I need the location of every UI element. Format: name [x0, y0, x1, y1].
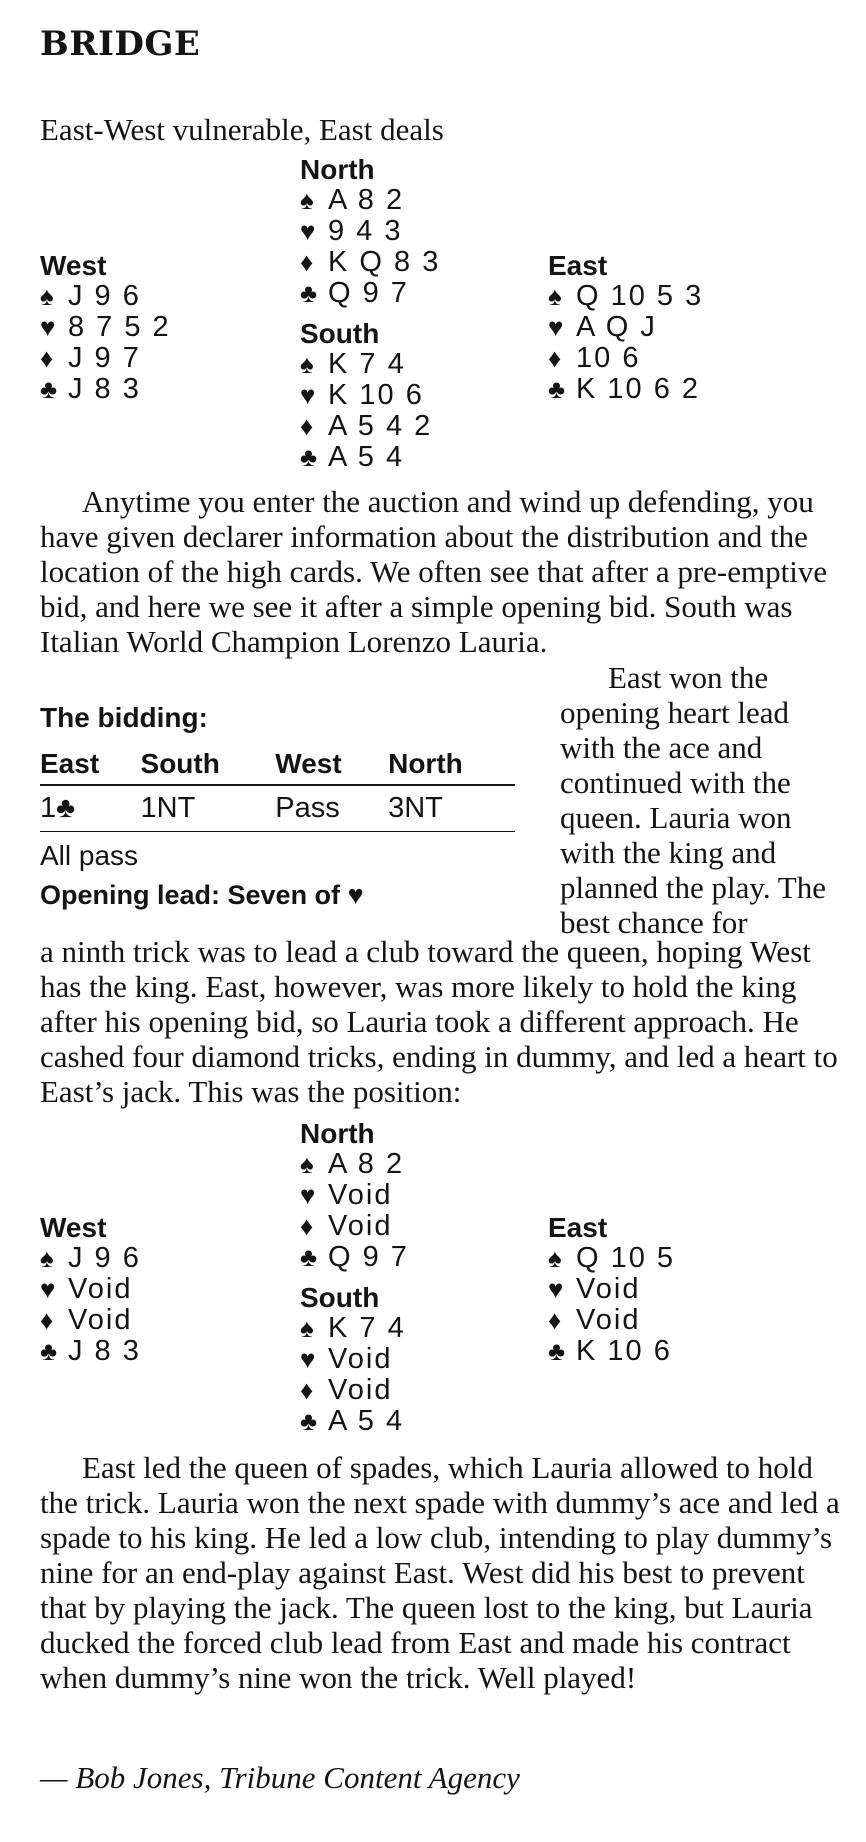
bid-east: 1♣ [40, 785, 141, 832]
hand-name: North [300, 1118, 375, 1149]
spade-icon: ♠ [40, 281, 56, 311]
clubs-holding: Q 9 7 [328, 1241, 409, 1273]
article-paragraph-2-side [560, 660, 850, 940]
bidding-header-west: West [275, 744, 388, 785]
vulnerability-line: East-West vulnerable, East deals [40, 112, 444, 147]
spades-holding: Q 10 5 [576, 1242, 676, 1274]
hand-name: West [40, 1212, 107, 1243]
heart-icon: ♥ [300, 216, 318, 246]
bidding-label: The bidding: [40, 702, 208, 733]
spades-holding: K 7 4 [328, 1312, 406, 1344]
club-icon: ♣ [300, 278, 320, 308]
hearts-holding: Void [576, 1273, 641, 1305]
heart-icon: ♥ [347, 880, 364, 910]
diamond-icon: ♦ [40, 343, 56, 373]
hand-name: West [40, 250, 107, 281]
heart-icon: ♥ [40, 1274, 58, 1304]
diamond-icon: ♦ [300, 1211, 316, 1241]
hand-name: East [548, 250, 608, 281]
hand-name: North [300, 154, 375, 185]
club-icon: ♣ [548, 1336, 568, 1366]
paragraph-text: a ninth trick was to lead a club toward the queen, hoping West has the king. East, however, was more likely to hold the king after his opening bid, so Lauria took a different approach. He cashed four diamond tricks, ending in dummy, and led a heart to East’s jack. This was the position: [40, 934, 838, 1109]
clubs-holding: K 10 6 [576, 1335, 672, 1367]
diamond-icon: ♦ [40, 1305, 56, 1335]
spade-icon: ♠ [300, 349, 316, 379]
spade-icon: ♠ [300, 185, 316, 215]
hearts-holding: A Q J [576, 311, 657, 343]
spades-holding: J 9 6 [68, 280, 141, 312]
hearts-holding: Void [328, 1179, 393, 1211]
article-paragraph-2-full [40, 934, 840, 1109]
bidding-header-north: North [388, 744, 515, 785]
club-icon: ♣ [300, 1406, 320, 1436]
heart-icon: ♥ [548, 312, 566, 342]
deal1-east-hand [548, 250, 703, 405]
deal2-south-hand [300, 1282, 406, 1437]
spades-holding: A 8 2 [328, 1148, 405, 1180]
hearts-holding: 9 4 3 [328, 215, 403, 247]
heart-icon: ♥ [300, 1180, 318, 1210]
spade-icon: ♠ [300, 1149, 316, 1179]
heart-icon: ♥ [300, 1344, 318, 1374]
hearts-holding: Void [68, 1273, 133, 1305]
hearts-holding: K 10 6 [328, 379, 424, 411]
page-title: BRIDGE [40, 24, 201, 64]
diamonds-holding: Void [576, 1304, 641, 1336]
heart-icon: ♥ [548, 1274, 566, 1304]
bid-west: Pass [275, 785, 388, 832]
spades-holding: J 9 6 [68, 1242, 141, 1274]
heart-icon: ♥ [300, 380, 318, 410]
club-icon: ♣ [548, 374, 568, 404]
bid-south: 1NT [141, 785, 276, 832]
opening-lead: Opening lead: Seven of ♥ [40, 880, 364, 910]
diamond-icon: ♦ [300, 411, 316, 441]
club-icon: ♣ [56, 792, 76, 824]
spade-icon: ♠ [40, 1243, 56, 1273]
bidding-header-east: East [40, 744, 141, 785]
diamonds-holding: 10 6 [576, 342, 641, 374]
clubs-holding: J 8 3 [68, 1335, 141, 1367]
bidding-header-south: South [141, 744, 276, 785]
diamonds-holding: K Q 8 3 [328, 246, 441, 278]
paragraph-text: East won the opening heart lead with the ace and continued with the queen. Lauria won with the king and planned the play. The best chance for [560, 660, 826, 940]
club-icon: ♣ [300, 1242, 320, 1272]
paragraph-text: East led the queen of spades, which Lauria allowed to hold the trick. Lauria won the next spade with dummy’s ace and led a spade to his king. He led a low club, intending to play dummy’s nine for an end-play against East. West did his best to prevent that by playing the jack. The queen lost to the king, but Lauria ducked the forced club lead from East and made his contract when dummy’s nine won the trick. Well played! [40, 1450, 840, 1695]
diamond-icon: ♦ [300, 1375, 316, 1405]
diamonds-holding: Void [68, 1304, 133, 1336]
club-icon: ♣ [40, 374, 60, 404]
clubs-holding: K 10 6 2 [576, 373, 701, 405]
diamonds-holding: A 5 4 2 [328, 410, 433, 442]
diamond-icon: ♦ [548, 1305, 564, 1335]
diamonds-holding: Void [328, 1374, 393, 1406]
spade-icon: ♠ [548, 1243, 564, 1273]
deal1-west-hand [40, 250, 171, 405]
clubs-holding: Q 9 7 [328, 277, 409, 309]
hearts-holding: Void [328, 1343, 393, 1375]
author-credit: — Bob Jones, Tribune Content Agency [40, 1760, 520, 1795]
spade-icon: ♠ [300, 1313, 316, 1343]
spades-holding: K 7 4 [328, 348, 406, 380]
hand-name: East [548, 1212, 608, 1243]
diamond-icon: ♦ [548, 343, 564, 373]
spade-icon: ♠ [548, 281, 564, 311]
hand-name: South [300, 1282, 380, 1313]
bidding-table [40, 744, 515, 832]
clubs-holding: A 5 4 [328, 1405, 405, 1437]
clubs-holding: A 5 4 [328, 441, 405, 473]
article-paragraph-1 [40, 484, 840, 659]
article-paragraph-3 [40, 1450, 840, 1695]
spades-holding: Q 10 5 3 [576, 280, 704, 312]
heart-icon: ♥ [40, 312, 58, 342]
diamond-icon: ♦ [300, 247, 316, 277]
diamonds-holding: Void [328, 1210, 393, 1242]
clubs-holding: J 8 3 [68, 373, 141, 405]
all-pass: All pass [40, 840, 139, 871]
deal2-north-hand [300, 1118, 409, 1273]
deal1-south-hand [300, 318, 432, 473]
spades-holding: A 8 2 [328, 184, 405, 216]
club-icon: ♣ [300, 442, 320, 472]
hand-name: South [300, 318, 380, 349]
bid-north: 3NT [388, 785, 515, 832]
deal2-east-hand [548, 1212, 675, 1367]
deal2-west-hand [40, 1212, 141, 1367]
diamonds-holding: J 9 7 [68, 342, 141, 374]
paragraph-text: Anytime you enter the auction and wind up defending, you have given declarer information about the distribution and the location of the high cards. We often see that after a pre-emptive bid, and here we see it after a simple opening bid. South was Italian World Champion Lorenzo Lauria. [40, 484, 828, 659]
club-icon: ♣ [40, 1336, 60, 1366]
bidding-box [40, 702, 520, 911]
hearts-holding: 8 7 5 2 [68, 311, 171, 343]
deal1-north-hand [300, 154, 440, 309]
